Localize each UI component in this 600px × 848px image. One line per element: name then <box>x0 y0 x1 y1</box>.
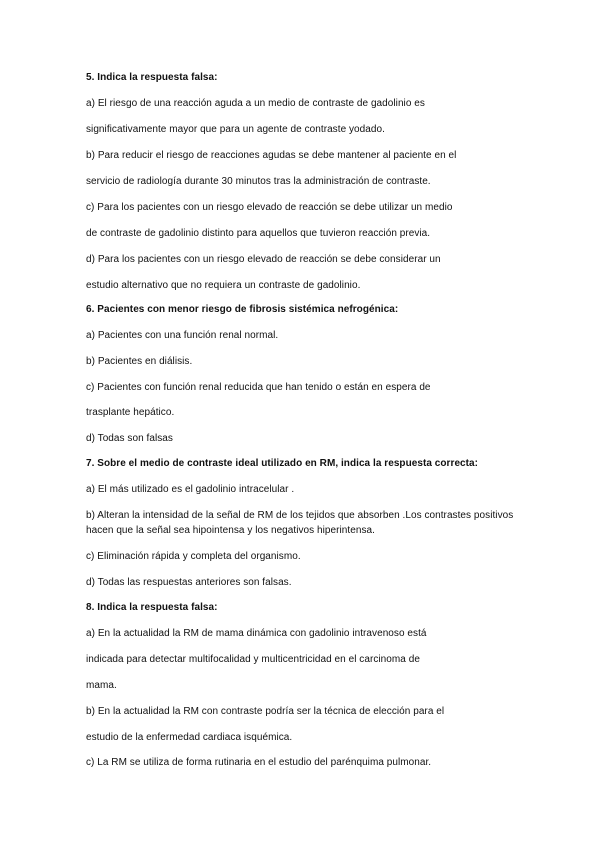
q7-option-b-line-2: hacen que la señal sea hipointensa y los negativos hiperintensa. <box>86 525 375 536</box>
q5-option-c-line-1: c) Para los pacientes con un riesgo elevado de reacción se debe utilizar un medio <box>86 202 453 213</box>
q8-option-a-line-1: a) En la actualidad la RM de mama dinámica con gadolinio intravenoso está <box>86 628 427 639</box>
q6-option-c-line-2: trasplante hepático. <box>86 407 175 418</box>
question-6-heading: 6. Pacientes con menor riesgo de fibrosis sistémica nefrogénica: <box>86 304 399 315</box>
q5-option-b-line-2: servicio de radiología durante 30 minutos tras la administración de contraste. <box>86 176 431 187</box>
q7-option-b-line-1: b) Alteran la intensidad de la señal de RM de los tejidos que absorben .Los contrastes positivos <box>86 510 514 521</box>
q6-option-d: d) Todas son falsas <box>86 433 173 444</box>
q5-option-c-line-2: de contraste de gadolinio distinto para aquellos que tuvieron reacción previa. <box>86 228 431 239</box>
q7-option-a: a) El más utilizado es el gadolinio intracelular . <box>86 484 295 495</box>
q8-option-a-line-3: mama. <box>86 680 117 691</box>
q6-option-c-line-1: c) Pacientes con función renal reducida que han tenido o están en espera de <box>86 382 431 393</box>
q6-option-a: a) Pacientes con una función renal normal. <box>86 330 279 341</box>
q5-option-a-line-2: significativamente mayor que para un agente de contraste yodado. <box>86 124 385 135</box>
q6-option-b: b) Pacientes en diálisis. <box>86 356 193 367</box>
q8-option-c: c) La RM se utiliza de forma rutinaria en el estudio del parénquima pulmonar. <box>86 757 432 768</box>
q8-option-a-line-2: indicada para detectar multifocalidad y multicentricidad en el carcinoma de <box>86 654 420 665</box>
q7-option-d: d) Todas las respuestas anteriores son falsas. <box>86 577 292 588</box>
q8-option-b-line-1: b) En la actualidad la RM con contraste podría ser la técnica de elección para el <box>86 706 445 717</box>
question-5-heading: 5. Indica la respuesta falsa: <box>86 72 218 83</box>
q7-option-c: c) Eliminación rápida y completa del organismo. <box>86 551 301 562</box>
q5-option-a-line-1: a) El riesgo de una reacción aguda a un medio de contraste de gadolinio es <box>86 98 425 109</box>
q5-option-d-line-2: estudio alternativo que no requiera un contraste de gadolinio. <box>86 280 361 291</box>
question-8-heading: 8. Indica la respuesta falsa: <box>86 602 218 613</box>
question-7-heading: 7. Sobre el medio de contraste ideal utilizado en RM, indica la respuesta correcta: <box>86 458 479 469</box>
q5-option-d-line-1: d) Para los pacientes con un riesgo elevado de reacción se debe considerar un <box>86 254 441 265</box>
q8-option-b-line-2: estudio de la enfermedad cardiaca isquémica. <box>86 732 293 743</box>
q5-option-b-line-1: b) Para reducir el riesgo de reacciones agudas se debe mantener al paciente en el <box>86 150 457 161</box>
